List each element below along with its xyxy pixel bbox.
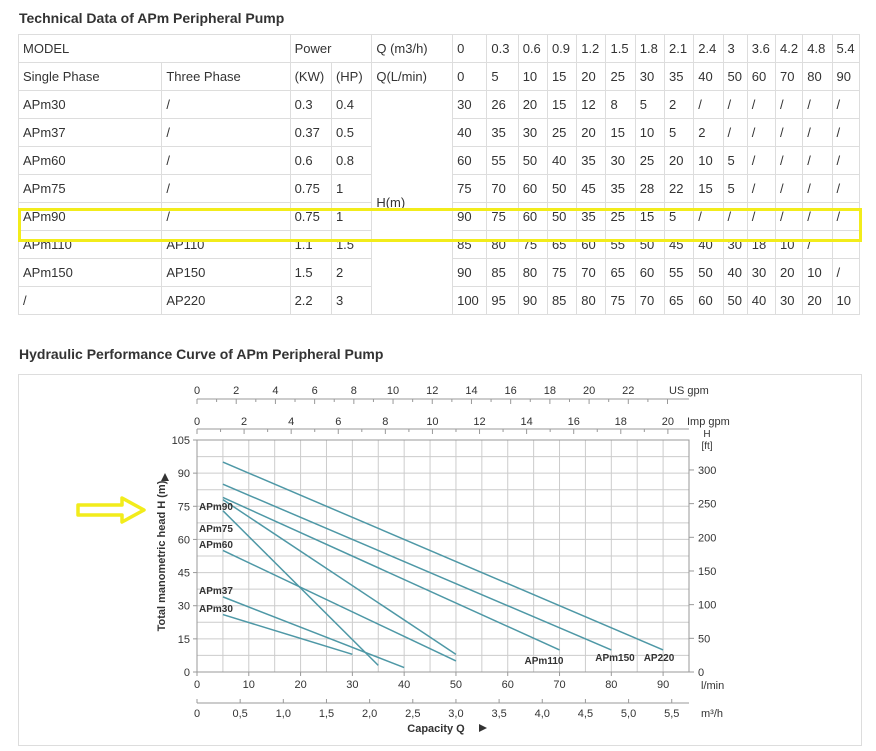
head-value: 12	[577, 91, 606, 119]
head-value: 10	[635, 119, 664, 147]
head-value: /	[803, 91, 832, 119]
header-cell: 90	[832, 63, 859, 91]
x-tick-label: 10	[242, 679, 255, 691]
yellow-arrow-icon	[76, 495, 148, 525]
us-tick-label: 8	[350, 385, 357, 397]
head-value: 90	[453, 203, 487, 231]
head-value: /	[723, 203, 747, 231]
head-value: 30	[723, 231, 747, 259]
head-value: 50	[518, 147, 547, 175]
head-value: 5	[723, 147, 747, 175]
x-axis-label: Capacity Q	[407, 723, 465, 735]
header-cell: 1.8	[635, 35, 664, 63]
y-tick-label: 60	[177, 534, 190, 547]
y-tick-label: 0	[183, 667, 190, 679]
header-cell: 5.4	[832, 35, 859, 63]
power-kw: 0.3	[290, 91, 331, 119]
head-value: 26	[487, 91, 518, 119]
head-value: 30	[518, 119, 547, 147]
head-value: 40	[723, 259, 747, 287]
imp-tick-label: 0	[193, 416, 201, 428]
head-value: /	[803, 175, 832, 203]
head-value: 15	[694, 175, 723, 203]
head-value: 60	[518, 175, 547, 203]
header-cell: (KW)	[290, 63, 331, 91]
table-header-row	[19, 35, 860, 63]
head-value: 50	[547, 175, 576, 203]
m3h-tick-label: 0,5	[232, 708, 248, 720]
head-value: /	[832, 119, 859, 147]
y-axis-label: Total manometric head H (m)	[156, 480, 168, 632]
head-value: 50	[694, 259, 723, 287]
head-value: 85	[453, 231, 487, 259]
m3h-tick-label: 1,5	[318, 708, 335, 720]
header-cell: 10	[518, 63, 547, 91]
head-value: 5	[723, 175, 747, 203]
head-value: 10	[776, 231, 803, 259]
head-value: 30	[747, 259, 775, 287]
power-hp: 0.4	[331, 91, 371, 119]
head-value: 35	[577, 203, 606, 231]
power-hp: 3	[331, 287, 371, 315]
us-tick-label: 10	[386, 385, 400, 397]
head-value	[832, 231, 859, 259]
header-cell: 5	[487, 63, 518, 91]
m3h-tick-label: 3,0	[448, 708, 464, 720]
header-cell: 80	[803, 63, 832, 91]
head-value: 60	[453, 147, 487, 175]
us-tick-label: 2	[233, 385, 240, 397]
head-value: /	[803, 231, 832, 259]
head-value: 75	[547, 259, 576, 287]
header-cell: 20	[577, 63, 606, 91]
y-axis-arrow-icon	[161, 473, 169, 481]
us-tick-label: 4	[272, 385, 279, 397]
header-cell: 1.2	[577, 35, 606, 63]
head-value: 15	[547, 91, 576, 119]
x-tick-label: 90	[656, 679, 670, 691]
m3h-tick-label: 5,0	[620, 708, 637, 720]
power-kw: 1.1	[290, 231, 331, 259]
head-value: 75	[518, 231, 547, 259]
curve-apm37	[223, 597, 404, 668]
x-tick-label: 20	[294, 679, 307, 691]
head-value: 60	[635, 259, 664, 287]
single-phase-model: APm90	[19, 203, 162, 231]
x-unit-m3h: m³/h	[701, 708, 723, 720]
y-tick-label: 90	[177, 468, 190, 481]
head-value: 20	[665, 147, 694, 175]
head-value: /	[776, 203, 803, 231]
head-value: 65	[606, 259, 635, 287]
table-header-row	[19, 63, 860, 91]
head-value: 2	[694, 119, 723, 147]
head-value: 15	[606, 119, 635, 147]
m3h-tick-label: 2,5	[405, 708, 421, 720]
x-tick-label: 50	[449, 679, 463, 691]
header-cell: 35	[665, 63, 694, 91]
ft-unit-h: H	[703, 429, 711, 440]
header-cell: Q (m3/h)	[372, 35, 453, 63]
power-hp: 2	[331, 259, 371, 287]
x-axis-arrow-icon	[479, 724, 487, 732]
single-phase-model: APm30	[19, 91, 162, 119]
header-cell: 0.6	[518, 35, 547, 63]
ft-tick-label: 50	[698, 633, 711, 646]
head-value: /	[803, 119, 832, 147]
head-value: 30	[606, 147, 635, 175]
head-value: 40	[453, 119, 487, 147]
header-cell: (HP)	[331, 63, 371, 91]
head-value: 5	[665, 203, 694, 231]
single-phase-model: APm60	[19, 147, 162, 175]
head-value: 35	[577, 147, 606, 175]
header-cell: 15	[547, 63, 576, 91]
three-phase-model: AP220	[162, 287, 290, 315]
imp-tick-label: 2	[241, 416, 248, 428]
imp-tick-label: 18	[614, 416, 627, 428]
header-cell: 0	[453, 35, 487, 63]
head-value: 35	[487, 119, 518, 147]
curve-apm150	[223, 484, 611, 650]
three-phase-model: AP150	[162, 259, 290, 287]
three-phase-model: /	[162, 203, 290, 231]
series-label: APm60	[199, 540, 233, 551]
us-tick-label: 14	[465, 385, 478, 397]
x-unit-lmin: l/min	[701, 680, 725, 692]
us-tick-label: 18	[543, 385, 557, 397]
head-value: 20	[803, 287, 832, 315]
head-value: 55	[665, 259, 694, 287]
m3h-tick-label: 2,0	[361, 708, 378, 720]
imp-tick-label: 12	[473, 416, 486, 428]
three-phase-model: /	[162, 147, 290, 175]
power-hp: 1	[331, 175, 371, 203]
header-cell: 2.4	[694, 35, 723, 63]
single-phase-model: APm150	[19, 259, 162, 287]
y-tick-label: 30	[177, 600, 190, 613]
head-value: 95	[487, 287, 518, 315]
head-value: 30	[776, 287, 803, 315]
imp-tick-label: 8	[382, 416, 389, 428]
header-cell: 4.2	[776, 35, 803, 63]
head-value: 40	[694, 231, 723, 259]
head-value: 80	[577, 287, 606, 315]
imp-unit: Imp gpm	[687, 416, 730, 428]
three-phase-model: /	[162, 119, 290, 147]
m3h-tick-label: 4,0	[534, 708, 550, 720]
m3h-tick-label: 4,5	[577, 708, 594, 720]
header-cell: 30	[635, 63, 664, 91]
head-label: H(m)	[372, 91, 453, 315]
ft-tick-label: 200	[698, 532, 717, 545]
us-unit: US gpm	[669, 385, 709, 397]
single-phase-model: APm110	[19, 231, 162, 259]
series-label: APm30	[199, 604, 233, 615]
power-hp: 1.5	[331, 231, 371, 259]
y-tick-label: 105	[171, 435, 190, 447]
power-kw: 0.75	[290, 175, 331, 203]
head-value: /	[694, 203, 723, 231]
series-label: APm150	[595, 653, 635, 664]
x-tick-label: 60	[501, 679, 514, 691]
header-cell: 70	[776, 63, 803, 91]
header-cell: 3.6	[747, 35, 775, 63]
power-kw: 0.75	[290, 203, 331, 231]
y-tick-label: 15	[177, 633, 190, 646]
performance-curve-chart	[19, 375, 861, 745]
head-value: /	[832, 147, 859, 175]
power-kw: 0.37	[290, 119, 331, 147]
series-label: APm37	[199, 586, 233, 597]
power-kw: 1.5	[290, 259, 331, 287]
head-value: 25	[635, 147, 664, 175]
head-value: 85	[547, 287, 576, 315]
power-kw: 0.6	[290, 147, 331, 175]
head-value: 20	[776, 259, 803, 287]
head-value: 70	[635, 287, 664, 315]
head-value: 90	[518, 287, 547, 315]
head-value: 10	[694, 147, 723, 175]
header-cell: Three Phase	[162, 63, 290, 91]
head-value: 35	[606, 175, 635, 203]
head-value: 85	[487, 259, 518, 287]
y-tick-label: 45	[177, 567, 190, 580]
head-value: 45	[665, 231, 694, 259]
table-title: Technical Data of APm Peripheral Pump	[19, 10, 285, 26]
head-value: 65	[547, 231, 576, 259]
head-value: /	[832, 91, 859, 119]
series-label: APm90	[199, 502, 233, 513]
head-value: 75	[606, 287, 635, 315]
head-value: 25	[606, 203, 635, 231]
head-value: /	[832, 175, 859, 203]
header-cell: MODEL	[19, 35, 291, 63]
header-cell: 2.1	[665, 35, 694, 63]
three-phase-model: /	[162, 91, 290, 119]
x-tick-label: 30	[346, 679, 359, 691]
head-value: 80	[487, 231, 518, 259]
imp-tick-label: 16	[567, 416, 580, 428]
head-value: /	[803, 203, 832, 231]
header-cell: 3	[723, 35, 747, 63]
imp-tick-label: 10	[426, 416, 439, 428]
performance-chart-frame	[18, 374, 862, 746]
us-tick-label: 22	[622, 385, 635, 397]
y-tick-label: 75	[177, 501, 190, 514]
head-value: 70	[577, 259, 606, 287]
head-value: 5	[665, 119, 694, 147]
head-value: 22	[665, 175, 694, 203]
header-cell: 4.8	[803, 35, 832, 63]
head-value: 60	[518, 203, 547, 231]
three-phase-model: /	[162, 175, 290, 203]
x-tick-label: 40	[398, 679, 411, 691]
header-cell: Q(L/min)	[372, 63, 453, 91]
head-value: 50	[723, 287, 747, 315]
head-value: /	[776, 147, 803, 175]
head-value: 2	[665, 91, 694, 119]
head-value: 55	[487, 147, 518, 175]
us-tick-label: 16	[504, 385, 517, 397]
single-phase-model: APm37	[19, 119, 162, 147]
head-value: 50	[635, 231, 664, 259]
head-value: /	[747, 175, 775, 203]
ft-unit: [ft]	[701, 441, 713, 452]
technical-data-table	[18, 34, 860, 315]
head-value: /	[747, 119, 775, 147]
head-value: /	[747, 147, 775, 175]
m3h-tick-label: 1,0	[275, 708, 291, 720]
header-cell: 0	[453, 63, 487, 91]
curve-title: Hydraulic Performance Curve of APm Peripheral Pump	[19, 346, 384, 362]
x-tick-label: 80	[605, 679, 618, 691]
header-cell: Single Phase	[19, 63, 162, 91]
x-tick-label: 70	[553, 679, 566, 691]
head-value: 20	[577, 119, 606, 147]
series-label: APm110	[524, 656, 564, 667]
ft-tick-label: 0	[698, 667, 705, 679]
imp-tick-label: 6	[335, 416, 342, 428]
header-cell: 50	[723, 63, 747, 91]
header-cell: 25	[606, 63, 635, 91]
series-label: APm75	[199, 524, 233, 535]
power-hp: 0.5	[331, 119, 371, 147]
power-kw: 2.2	[290, 287, 331, 315]
head-value: 60	[577, 231, 606, 259]
head-value: 65	[665, 287, 694, 315]
header-cell: Power	[290, 35, 372, 63]
head-value: /	[832, 259, 859, 287]
head-value: /	[776, 175, 803, 203]
single-phase-model: APm75	[19, 175, 162, 203]
ft-tick-label: 150	[698, 565, 717, 578]
head-value: 15	[635, 203, 664, 231]
head-value: /	[747, 203, 775, 231]
ft-tick-label: 100	[698, 599, 717, 612]
head-value: 80	[518, 259, 547, 287]
head-value: /	[803, 147, 832, 175]
head-value: /	[723, 119, 747, 147]
us-tick-label: 20	[582, 385, 596, 397]
header-cell: 40	[694, 63, 723, 91]
power-hp: 1	[331, 203, 371, 231]
head-value: /	[747, 91, 775, 119]
single-phase-model: /	[19, 287, 162, 315]
head-value: /	[776, 91, 803, 119]
imp-tick-label: 14	[520, 416, 533, 428]
head-value: 75	[453, 175, 487, 203]
us-tick-label: 12	[426, 385, 439, 397]
head-value: /	[832, 203, 859, 231]
head-value: 18	[747, 231, 775, 259]
head-value: 30	[453, 91, 487, 119]
head-value: 40	[747, 287, 775, 315]
head-value: 75	[487, 203, 518, 231]
head-value: 20	[518, 91, 547, 119]
head-value: 70	[487, 175, 518, 203]
head-value: 40	[547, 147, 576, 175]
head-value: 100	[453, 287, 487, 315]
header-cell: 60	[747, 63, 775, 91]
head-value: 5	[635, 91, 664, 119]
series-label: AP220	[643, 653, 675, 664]
head-value: /	[776, 119, 803, 147]
ft-tick-label: 300	[698, 464, 717, 477]
imp-tick-label: 4	[288, 416, 295, 428]
m3h-tick-label: 5,5	[664, 708, 680, 720]
header-cell: 0.3	[487, 35, 518, 63]
head-value: 50	[547, 203, 576, 231]
head-value: 10	[803, 259, 832, 287]
head-value: 45	[577, 175, 606, 203]
head-value: 55	[606, 231, 635, 259]
header-cell: 0.9	[547, 35, 576, 63]
table-row	[19, 91, 860, 119]
head-value: 10	[832, 287, 859, 315]
ft-tick-label: 250	[698, 498, 717, 511]
us-tick-label: 0	[193, 385, 201, 397]
x-tick-label: 0	[193, 679, 201, 691]
head-value: 90	[453, 259, 487, 287]
m3h-tick-label: 3,5	[491, 708, 507, 720]
power-hp: 0.8	[331, 147, 371, 175]
header-cell: 1.5	[606, 35, 635, 63]
m3h-tick-label: 0	[193, 708, 201, 720]
three-phase-model: AP110	[162, 231, 290, 259]
head-value: 25	[547, 119, 576, 147]
head-value: 60	[694, 287, 723, 315]
head-value: 28	[635, 175, 664, 203]
imp-tick-label: 20	[661, 416, 675, 428]
head-value: /	[723, 91, 747, 119]
head-value: /	[694, 91, 723, 119]
us-tick-label: 6	[311, 385, 318, 397]
head-value: 8	[606, 91, 635, 119]
